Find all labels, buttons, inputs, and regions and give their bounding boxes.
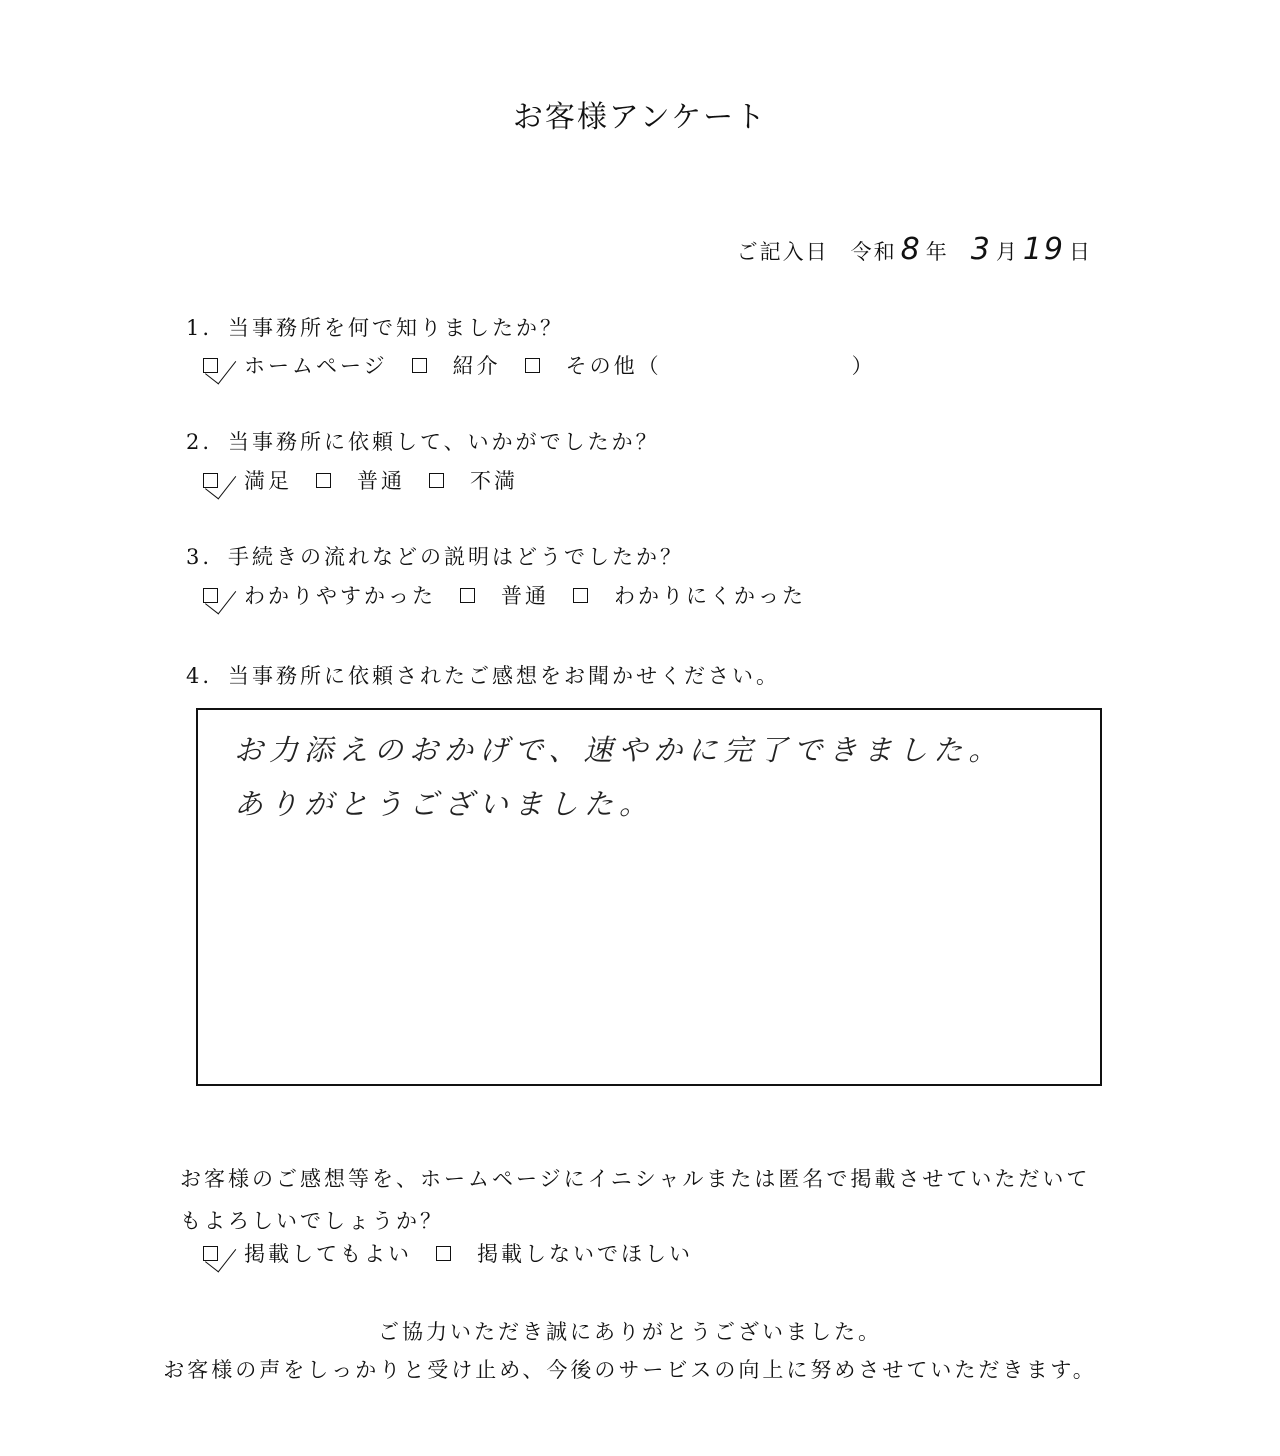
question-3-options [203,580,806,610]
option-label: ホームページ [244,354,388,378]
checkbox-hard-to-understand[interactable] [573,588,588,603]
question-2-options [203,465,518,495]
footer-message: お客様の声をしっかりと受け止め、今後のサービスの向上に努めさせていただきます。 [163,1358,1097,1382]
checkbox-referral[interactable] [412,358,427,373]
option-label: 不満 [470,469,518,493]
consent-question: お客様のご感想等を、ホームページにイニシャルまたは匿名で掲載させていただいてもよろしいでしょうか？ [180,1167,1091,1233]
form-title: お客様アンケート [512,100,768,135]
comment-textarea[interactable] [196,708,1102,1086]
date-month-unit: 月 [995,240,1019,264]
date-day-value[interactable]: 19 [1022,232,1065,267]
date-month-value[interactable]: 3 [970,232,992,267]
option-label: わかりやすかった [244,584,436,608]
option-label: 掲載してもよい [244,1242,412,1266]
checkbox-satisfied[interactable] [203,473,218,488]
option-label: その他（ [565,354,662,378]
date-day-unit: 日 [1069,240,1092,264]
footer-thanks: ご協力いただき誠にありがとうございました。 [378,1320,882,1344]
option-label: 満足 [244,469,292,493]
question-number: 1. [186,316,213,340]
date-year-value[interactable]: 8 [900,232,922,267]
option-label: 掲載しないでほしい [477,1242,693,1266]
question-text: 当事務所に依頼して、いかがでしたか？ [228,430,660,454]
handwritten-answer-line: ありがとうございました。 [234,787,655,821]
question-text: 当事務所に依頼されたご感想をお聞かせください。 [228,664,780,688]
date-year-unit: 年 [925,240,949,264]
checkbox-deny-publish[interactable] [436,1246,451,1261]
option-label: 紹介 [452,354,501,378]
date-era: 令和 [850,240,897,264]
question-3 [186,541,684,571]
option-label: 普通 [357,469,405,493]
question-number: 4. [186,664,213,688]
question-number: 3. [186,545,213,569]
entry-date [737,232,1092,267]
question-number: 2. [186,430,213,454]
checkbox-other[interactable] [525,358,540,373]
question-text: 当事務所を何で知りましたか？ [228,316,564,340]
checkbox-homepage[interactable] [203,358,218,373]
checkbox-neutral[interactable] [460,588,475,603]
question-text: 手続きの流れなどの説明はどうでしたか？ [228,545,684,569]
checkbox-dissatisfied[interactable] [429,473,444,488]
option-label: 普通 [501,584,549,608]
date-label: ご記入日 [736,240,829,264]
other-close-paren: ） [851,354,876,378]
option-label: わかりにくかった [614,584,806,608]
checkbox-allow-publish[interactable] [203,1246,218,1261]
checkbox-neutral[interactable] [316,473,331,488]
question-4 [186,660,780,690]
question-1-options [203,350,876,380]
question-2 [186,426,660,456]
question-1 [186,312,564,342]
consent-options [203,1238,693,1268]
checkbox-easy-to-understand[interactable] [203,588,218,603]
handwritten-answer-line: お力添えのおかげで、速やかに完了できました。 [234,733,1004,767]
